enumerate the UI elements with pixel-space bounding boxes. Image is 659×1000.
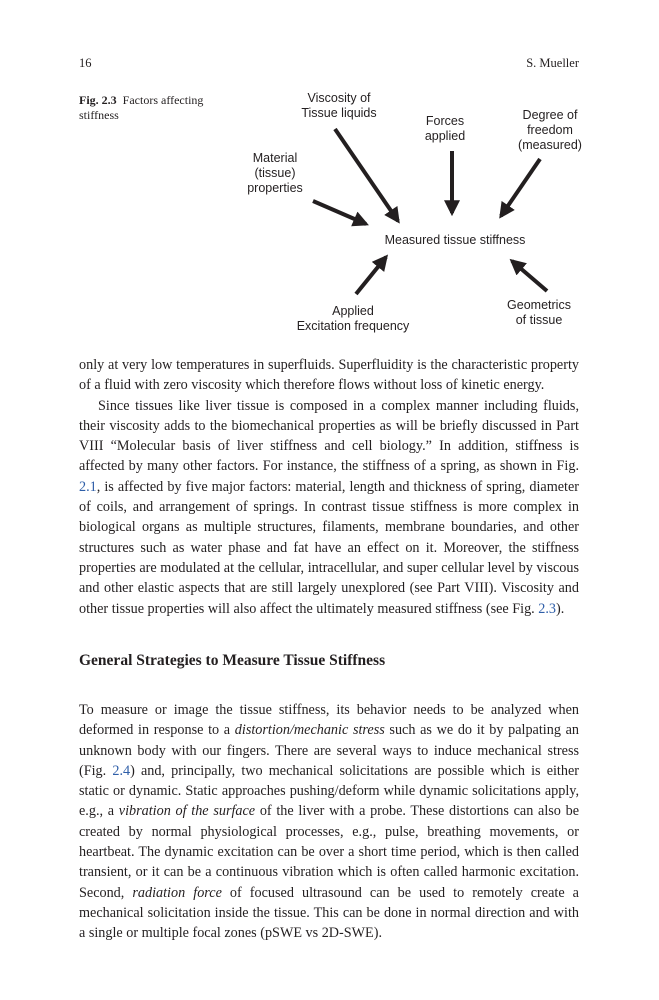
factor-geometrics-line2: of tissue: [515, 313, 563, 327]
paragraph-text: Since tissues like liver tissue is composed in a complex manner including fluids, their viscosity adds to the biomechanical properties as will be briefly discussed in Part VIII “Molecular basis of liver stiffness and cell biology.” In addition, stiffness is affected by many other factors. For instance, the stiffness of a spring, as shown in Fig.: [79, 397, 579, 475]
factor-excitation-line2: Excitation frequency: [296, 319, 410, 333]
paragraph-text: such as we do it by palpating an unknown body with our fingers. There are several ways to induce mechanical stress (Fig.: [79, 722, 579, 779]
emphasis-text: distortion/mechanic stress: [234, 722, 385, 739]
factor-freedom: [505, 108, 595, 153]
paragraph-tissue-factors: [79, 396, 579, 619]
body-lower: [79, 700, 579, 944]
paragraph-strategies: [79, 700, 579, 944]
arrow-geometrics: [512, 261, 547, 291]
factor-viscosity-line1: Viscosity of: [307, 91, 371, 105]
section-heading: General Strategies to Measure Tissue Stiffness: [79, 652, 386, 669]
factor-freedom-line2: freedom: [527, 123, 573, 137]
factor-viscosity-line2: Tissue liquids: [301, 106, 377, 120]
factor-freedom-line3: (measured): [518, 138, 582, 152]
arrow-material: [313, 201, 366, 224]
arrow-freedom: [501, 159, 540, 216]
stiffness-factors-diagram: [230, 85, 630, 345]
figure-caption-text: Factors affecting stiffness: [79, 93, 204, 122]
factor-material-line2: (tissue): [254, 166, 296, 180]
factor-forces-line1: Forces: [425, 114, 465, 128]
body-upper: [79, 355, 579, 619]
paragraph-text: ).: [556, 600, 565, 617]
paragraph-superfluidity: only at very low temperatures in superfluids. Superfluidity is the characteristic property of a fluid with zero viscosity which therefore flows without loss of kinetic energy.: [79, 357, 579, 394]
running-head: S. Mueller: [526, 56, 579, 70]
arrow-viscosity: [335, 129, 398, 221]
factor-geometrics: [494, 298, 584, 328]
factor-viscosity: [284, 91, 394, 121]
factor-freedom-line1: Degree of: [522, 108, 578, 122]
paragraph-text: of focused ultrasound can be used to remotely create a mechanical solicitation inside the tissue. This can be done in normal direction and with a single or multiple focal zones (pSWE vs 2D-SWE).: [79, 884, 579, 942]
paragraph-text: To measure or image the tissue stiffness, its behavior needs to be analyzed when deformed in response to a: [79, 702, 579, 739]
center-label: Measured tissue stiffness: [384, 233, 526, 247]
fig-2-3-link[interactable]: 2.3: [538, 600, 557, 617]
emphasis-text: vibration of the surface: [118, 803, 256, 820]
page-number: 16: [79, 56, 92, 70]
factor-geometrics-line1: Geometrics: [507, 298, 571, 312]
figure-caption: [79, 93, 239, 123]
paragraph-text: of the liver with a probe. These distortions can also be created by normal physiological processes, e.g., pulse, breathing movements, or heartbeat. The dynamic excitation can be over a short time period, which is then called transient, or it can be a continuous vibration which is often called harmonic excitation. Second,: [79, 803, 579, 901]
factor-material-line1: Material: [252, 151, 298, 165]
factor-material-line3: properties: [247, 181, 303, 195]
fig-2-1-link[interactable]: 2.1: [79, 478, 97, 495]
factor-excitation-line1: Applied: [332, 304, 374, 318]
factor-forces-line2: applied: [424, 129, 466, 143]
factor-material: [240, 151, 310, 196]
factor-forces: [410, 114, 480, 144]
factor-excitation: [278, 304, 428, 334]
paragraph-text: ) and, principally, two mechanical solicitations are possible which is either static or dynamic. Static approaches pushing/deform while dynamic solicitations apply, e.g., a: [79, 762, 579, 820]
arrow-excitation: [356, 257, 386, 294]
figure-label: Fig. 2.3: [79, 93, 117, 107]
emphasis-text: radiation force: [132, 884, 222, 901]
paragraph-text: , is affected by five major factors: material, length and thickness of spring, diameter of coils, and arrangement of springs. In contrast tissue stiffness is more complex in biological organs as multiple structures, filaments, membrane boundaries, and other structures such as water phase and fat have an effect on it. Moreover, the stiffness properties are modulated at the cellular, intracellular, and super cellular level by viscous and other elastic aspects that are still largely unexplored (see Part VIII). Viscosity and other tissue properties will also affect the ultimately measured stiffness (see Fig.: [79, 478, 579, 617]
fig-2-4-link[interactable]: 2.4: [112, 762, 131, 779]
